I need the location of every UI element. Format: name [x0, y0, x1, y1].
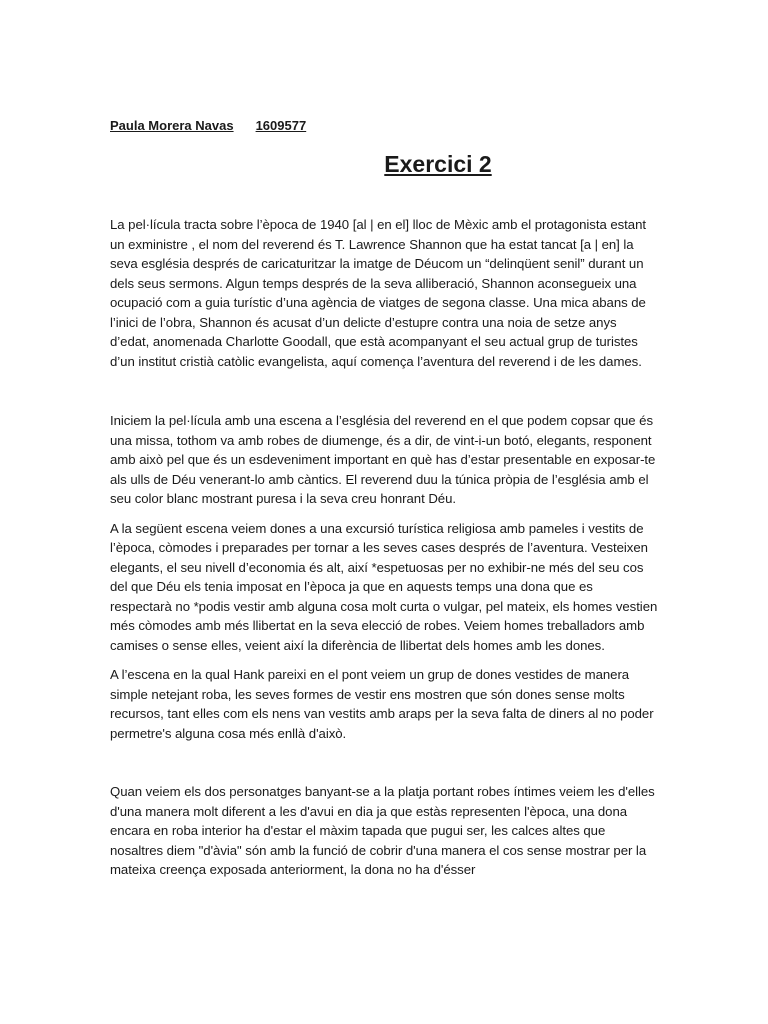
student-id: 1609577 [255, 118, 307, 133]
paragraph-container [110, 782, 658, 894]
paragraph: La pel·lícula tracta sobre l’època de 1940 [al | en el] lloc de Mèxic amb el protagonista estant un exministre , el nom del reverend és T. Lawrence Shannon que ha estat tancat [a | en] la seva església després de caricaturitzar la imatge de Déucom un “delinqüent senil” durant un dels seus sermons. Algun temps després de la seva alliberació, Shannon aconsegueix una ocupació com a guia turístic d’una agència de viatges de segona classe. Una mica abans de l’inici de l’obra, Shannon és acusat d’un delicte d’estupre contra una noia de setze anys d’edat, anomenada Charlotte Goodall, que està acompanyant el seu actual grup de turistes d’un institut cristià catòlic evangelista, aquí comença l’aventura del reverend i de les dames. [110, 217, 646, 369]
paragraph: Quan veiem els dos personatges banyant-se a la platja portant robes íntimes veiem les d'elles d'una manera molt diferent a les d'avui en dia ja que estàs representen l'època, una dona encara en roba interior ha d'estar el màxim tapada que pugui ser, les calces altes que nosaltres diem "d'àvia" són amb la funció de cobrir d'una manera el cos sense mostrar per la mateixa creença exposada anteriorment, la dona no ha d'ésser [110, 784, 655, 877]
document-title: Exercici 2 [384, 151, 492, 177]
paragraph: A la següent escena veiem dones a una excursió turística religiosa amb pameles i vestits de l’època, còmodes i preparades per tornar a les seves cases després de l’aventura. Vesteixen elegants, el seu nivell d’economia és alt, així *espetuosas per no exhibir-ne més del seu cos del que Déu els tenia imposat en l’època ja que en aquests temps una dona que es respectarà no *podis vestir amb alguna cosa molt curta o vulgar, pel mateix, els homes vestien més còmodes amb més llibertat en la seva elecció de robes. Veiem homes treballadors amb camises o sense elles, veient així la diferència de llibertat dels homes amb les dones. [110, 520, 658, 653]
paragraph: Iniciem la pel·lícula amb una escena a l’església del reverend en el que podem copsar que és una missa, tothom va amb robes de diumenge, és a dir, de vint-i-un botó, elegants, responent amb això pel que és un esdeveniment important en què has d’estar presentable en exposar-te als ulls de Déu venerant-lo amb càntics. El reverend duu la túnica pròpia de l’església amb el seu color blanc mostrant puresa i la seva creu honrant Déu. [110, 413, 656, 506]
paragraph: A l’escena en la qual Hank pareixi en el pont veiem un grup de dones vestides de manera simple netejant roba, les seves formes de vestir ens mostren que són dones sense molts recursos, tant elles com els nens van vestits amb araps per la seva falta de diners al no poder permetre's alguna cosa més enllà d'això. [110, 667, 654, 741]
author-header [110, 117, 658, 135]
author-name: Paula Morera Navas [110, 118, 234, 133]
